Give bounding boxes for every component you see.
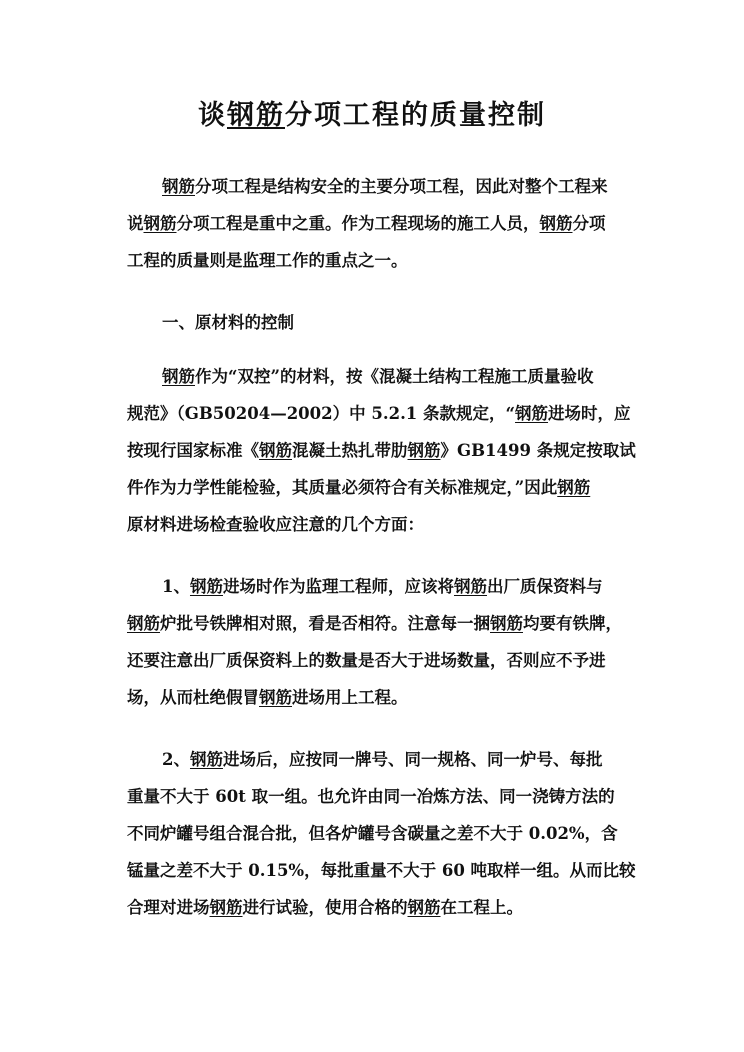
- text-line: 钢筋作为“双控”的材料，按《混凝土结构工程施工质量验收: [162, 367, 594, 386]
- underlined-term: 钢筋: [143, 214, 177, 233]
- text-line: 1、钢筋进场时作为监理工程师，应该将钢筋出厂质保资料与: [162, 577, 603, 596]
- text-line: 还要注意出厂质保资料上的数量是否大于进场数量，否则应不予进: [127, 651, 606, 670]
- text-line: 件作为力学性能检验，其质量必须符合有关标准规定，”因此钢筋: [127, 478, 591, 497]
- text-line: 钢筋分项工程是结构安全的主要分项工程，因此对整个工程来: [162, 177, 608, 196]
- underlined-term: 钢筋: [453, 577, 487, 596]
- text-line: 工程的质量则是监理工作的重点之一。: [127, 251, 408, 270]
- underlined-term: 钢筋: [407, 898, 441, 917]
- section-heading: [127, 304, 637, 341]
- underlined-term: 钢筋: [189, 750, 223, 769]
- underlined-term: 钢筋: [259, 688, 292, 707]
- underlined-term: 钢筋: [490, 614, 523, 633]
- text-line: 规范》（GB50204—2002）中 5.2.1 条款规定，“钢筋进场时，应: [127, 404, 631, 423]
- underlined-term: 钢筋: [407, 441, 441, 460]
- document-title: 谈钢筋分项工程的质量控制: [198, 100, 546, 131]
- text-line: 不同炉罐号组合混合批，但各炉罐号含碳量之差不大于 0.02%，含: [127, 824, 618, 843]
- underlined-term: 钢筋: [259, 441, 292, 460]
- text-line: 锰量之差不大于 0.15%，每批重量不大于 60 吨取样一组。从而比较: [127, 861, 636, 880]
- paragraph-point-1: [127, 568, 637, 716]
- text-line: 说钢筋分项工程是重中之重。作为工程现场的施工人员，钢筋分项: [127, 214, 606, 233]
- heading-line: 一、原材料的控制: [162, 313, 294, 332]
- text-line: 按现行国家标准《钢筋混凝土热扎带肋钢筋》GB1499 条规定按取试: [127, 441, 636, 460]
- underlined-term: 钢筋: [189, 577, 223, 596]
- text-line: 钢筋炉批号铁牌相对照，看是否相符。注意每一捆钢筋均要有铁牌，: [127, 614, 622, 633]
- underlined-term: 钢筋: [162, 177, 195, 196]
- paragraph-intro: [127, 168, 637, 279]
- text-line: 合理对进场钢筋进行试验，使用合格的钢筋在工程上。: [127, 898, 523, 917]
- text-line: 场，从而杜绝假冒钢筋进场用上工程。: [127, 688, 408, 707]
- underlined-term: 钢筋: [539, 214, 573, 233]
- underlined-term: 钢筋: [515, 404, 549, 423]
- underlined-term: 钢筋: [227, 100, 285, 131]
- underlined-term: 钢筋: [209, 898, 243, 917]
- underlined-term: 钢筋: [127, 614, 160, 633]
- paragraph-standard: [127, 358, 637, 543]
- paragraph-point-2: [127, 741, 637, 926]
- underlined-term: 钢筋: [162, 367, 195, 386]
- text-line: 2、钢筋进场后，应按同一牌号、同一规格、同一炉号、每批: [162, 750, 603, 769]
- text-line: 重量不大于 60t 取一组。也允许由同一冶炼方法、同一浇铸方法的: [127, 787, 615, 806]
- text-line: 原材料进场检查验收应注意的几个方面：: [127, 515, 424, 534]
- underlined-term: 钢筋: [557, 478, 591, 497]
